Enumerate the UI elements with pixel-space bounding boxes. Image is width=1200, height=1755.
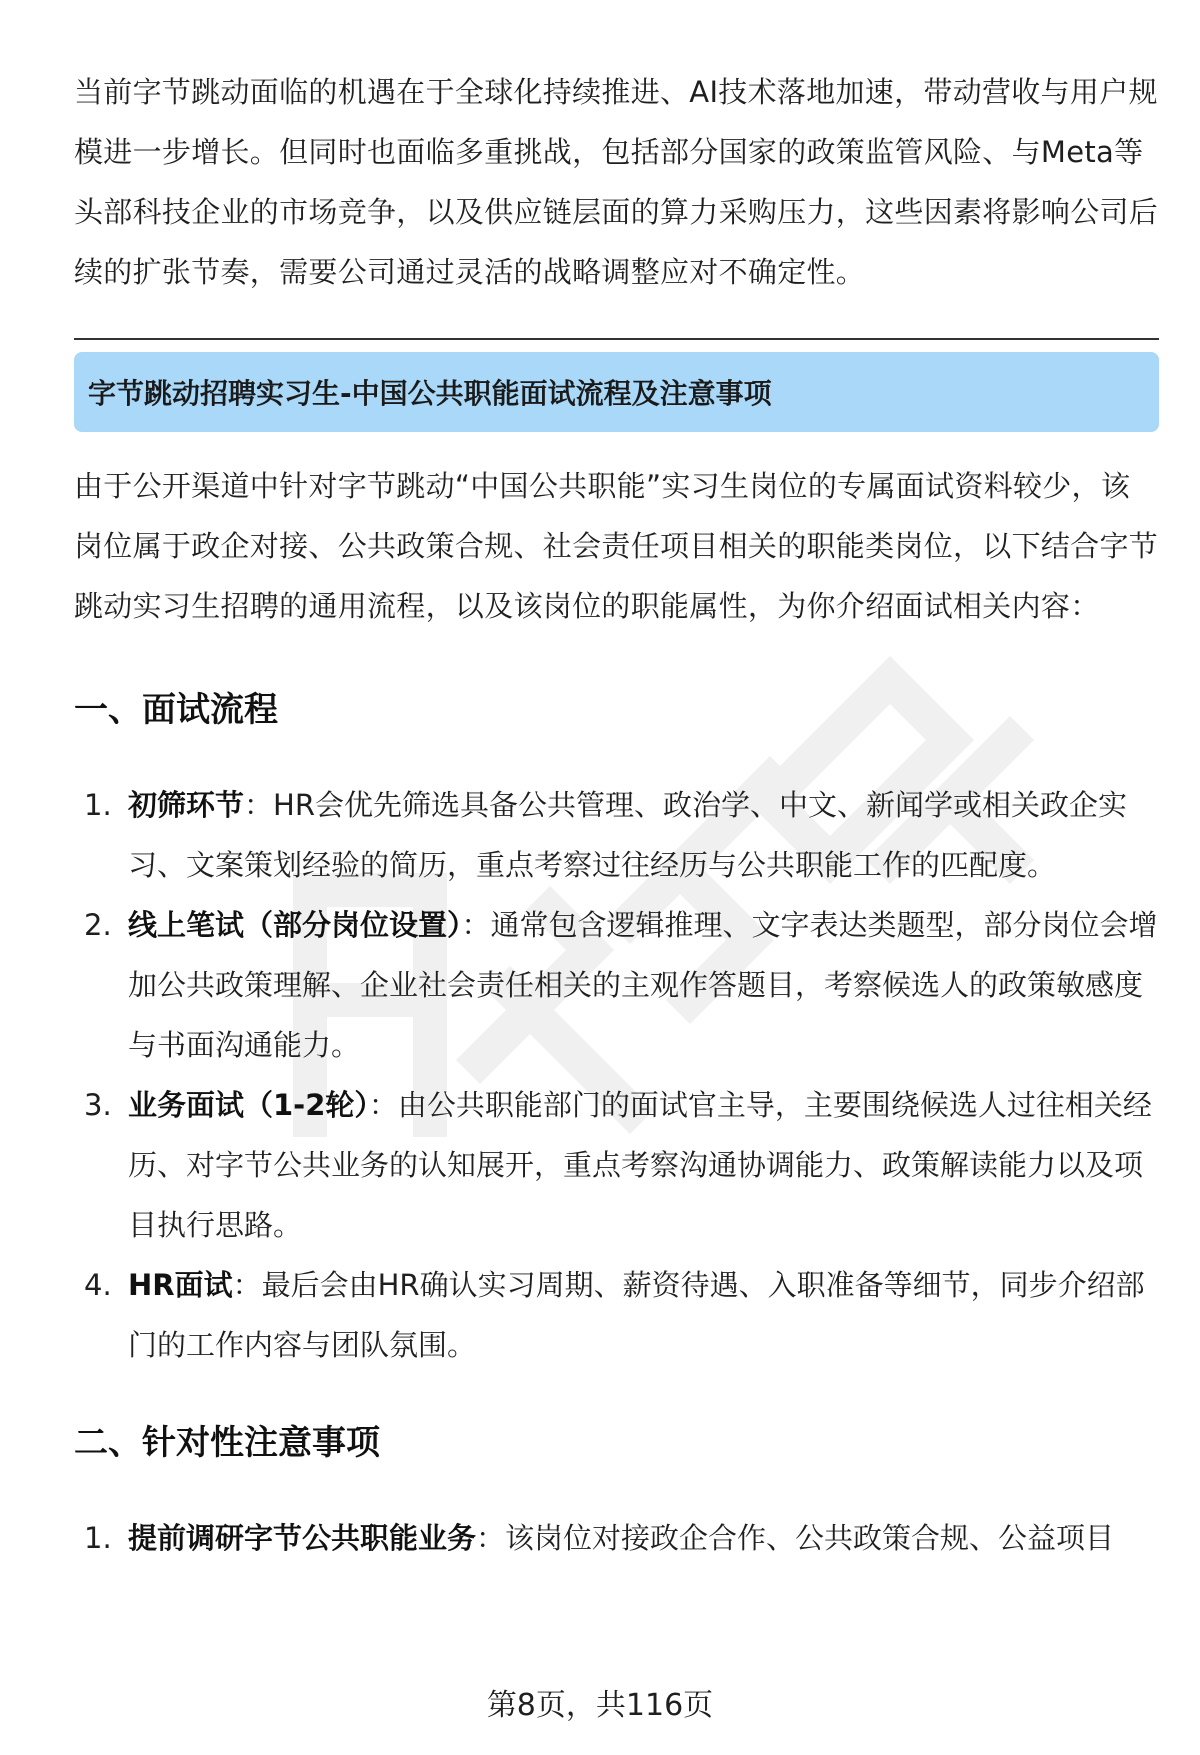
list-item-separator: ： (232, 1268, 262, 1302)
list-item-text: HR会优先筛选具备公共管理、政治学、中文、新闻学或相关政企实习、文案策划经验的简历，重点考察过往经历与公共职能工作的匹配度。 (128, 788, 1127, 882)
list-item-number: 3. (84, 1088, 112, 1122)
page-footer (0, 1680, 1200, 1724)
list-item-title: 线上笔试（部分岗位设置） (128, 908, 462, 942)
list-item-text: 由公共职能部门的面试官主导，主要围绕候选人过往相关经历、对字节公共业务的认知展开，重点考察沟通协调能力、政策解读能力以及项目执行思路。 (128, 1088, 1152, 1242)
list-item (74, 895, 1159, 1075)
list-item-separator: ： (461, 908, 491, 942)
document-content (74, 62, 1159, 1568)
list-item (74, 1075, 1159, 1255)
list-item (74, 1508, 1159, 1568)
title-banner (74, 352, 1159, 432)
page-number-label: 第8页，共116页 (486, 1688, 714, 1723)
section-heading-interview-process: 一、面试流程 (74, 690, 278, 730)
intro-paragraph: 当前字节跳动面临的机遇在于全球化持续推进、AI技术落地加速，带动营收与用户规模进一步增长。但同时也面临多重挑战，包括部分国家的政策监管风险、与Meta等头部科技企业的市场竞争，以及供应链层面的算力采购压力，这些因素将影响公司后续的扩张节奏，需要公司通过灵活的战略调整应对不确定性。 (74, 75, 1159, 289)
list-item-number: 2. (84, 908, 112, 942)
list-item-separator: ： (476, 1521, 506, 1555)
section-divider (74, 338, 1159, 340)
list-item-title: 初筛环节 (128, 788, 245, 822)
list-item-title: HR面试 (128, 1268, 233, 1302)
list-item-number: 1. (84, 788, 112, 822)
list-item-number: 1. (84, 1521, 112, 1555)
list-item (74, 775, 1159, 895)
list-item-separator: ： (368, 1088, 398, 1122)
list-item-text: 最后会由HR确认实习周期、薪资待遇、入职准备等细节，同步介绍部门的工作内容与团队氛围。 (128, 1268, 1145, 1362)
list-item-separator: ： (244, 788, 274, 822)
list-item-number: 4. (84, 1268, 112, 1302)
list-item-title: 业务面试（1-2轮） (128, 1088, 369, 1122)
list-item-title: 提前调研字节公共职能业务 (128, 1521, 477, 1555)
list-item-text: 该岗位对接政企合作、公共政策合规、公益项目 (505, 1521, 1115, 1555)
section-heading-key-notes: 二、针对性注意事项 (74, 1423, 380, 1463)
interview-process-list (74, 775, 1159, 1375)
lead-paragraph: 由于公开渠道中针对字节跳动“中国公共职能”实习生岗位的专属面试资料较少，该岗位属于政企对接、公共政策合规、社会责任项目相关的职能类岗位，以下结合字节跳动实习生招聘的通用流程，以及该岗位的职能属性，为你介绍面试相关内容： (74, 469, 1159, 623)
list-item-text: 通常包含逻辑推理、文字表达类题型，部分岗位会增加公共政策理解、企业社会责任相关的主观作答题目，考察候选人的政策敏感度与书面沟通能力。 (128, 908, 1158, 1062)
key-notes-list (74, 1508, 1159, 1568)
list-item (74, 1255, 1159, 1375)
banner-title: 字节跳动招聘实习生-中国公共职能面试流程及注意事项 (88, 377, 772, 410)
